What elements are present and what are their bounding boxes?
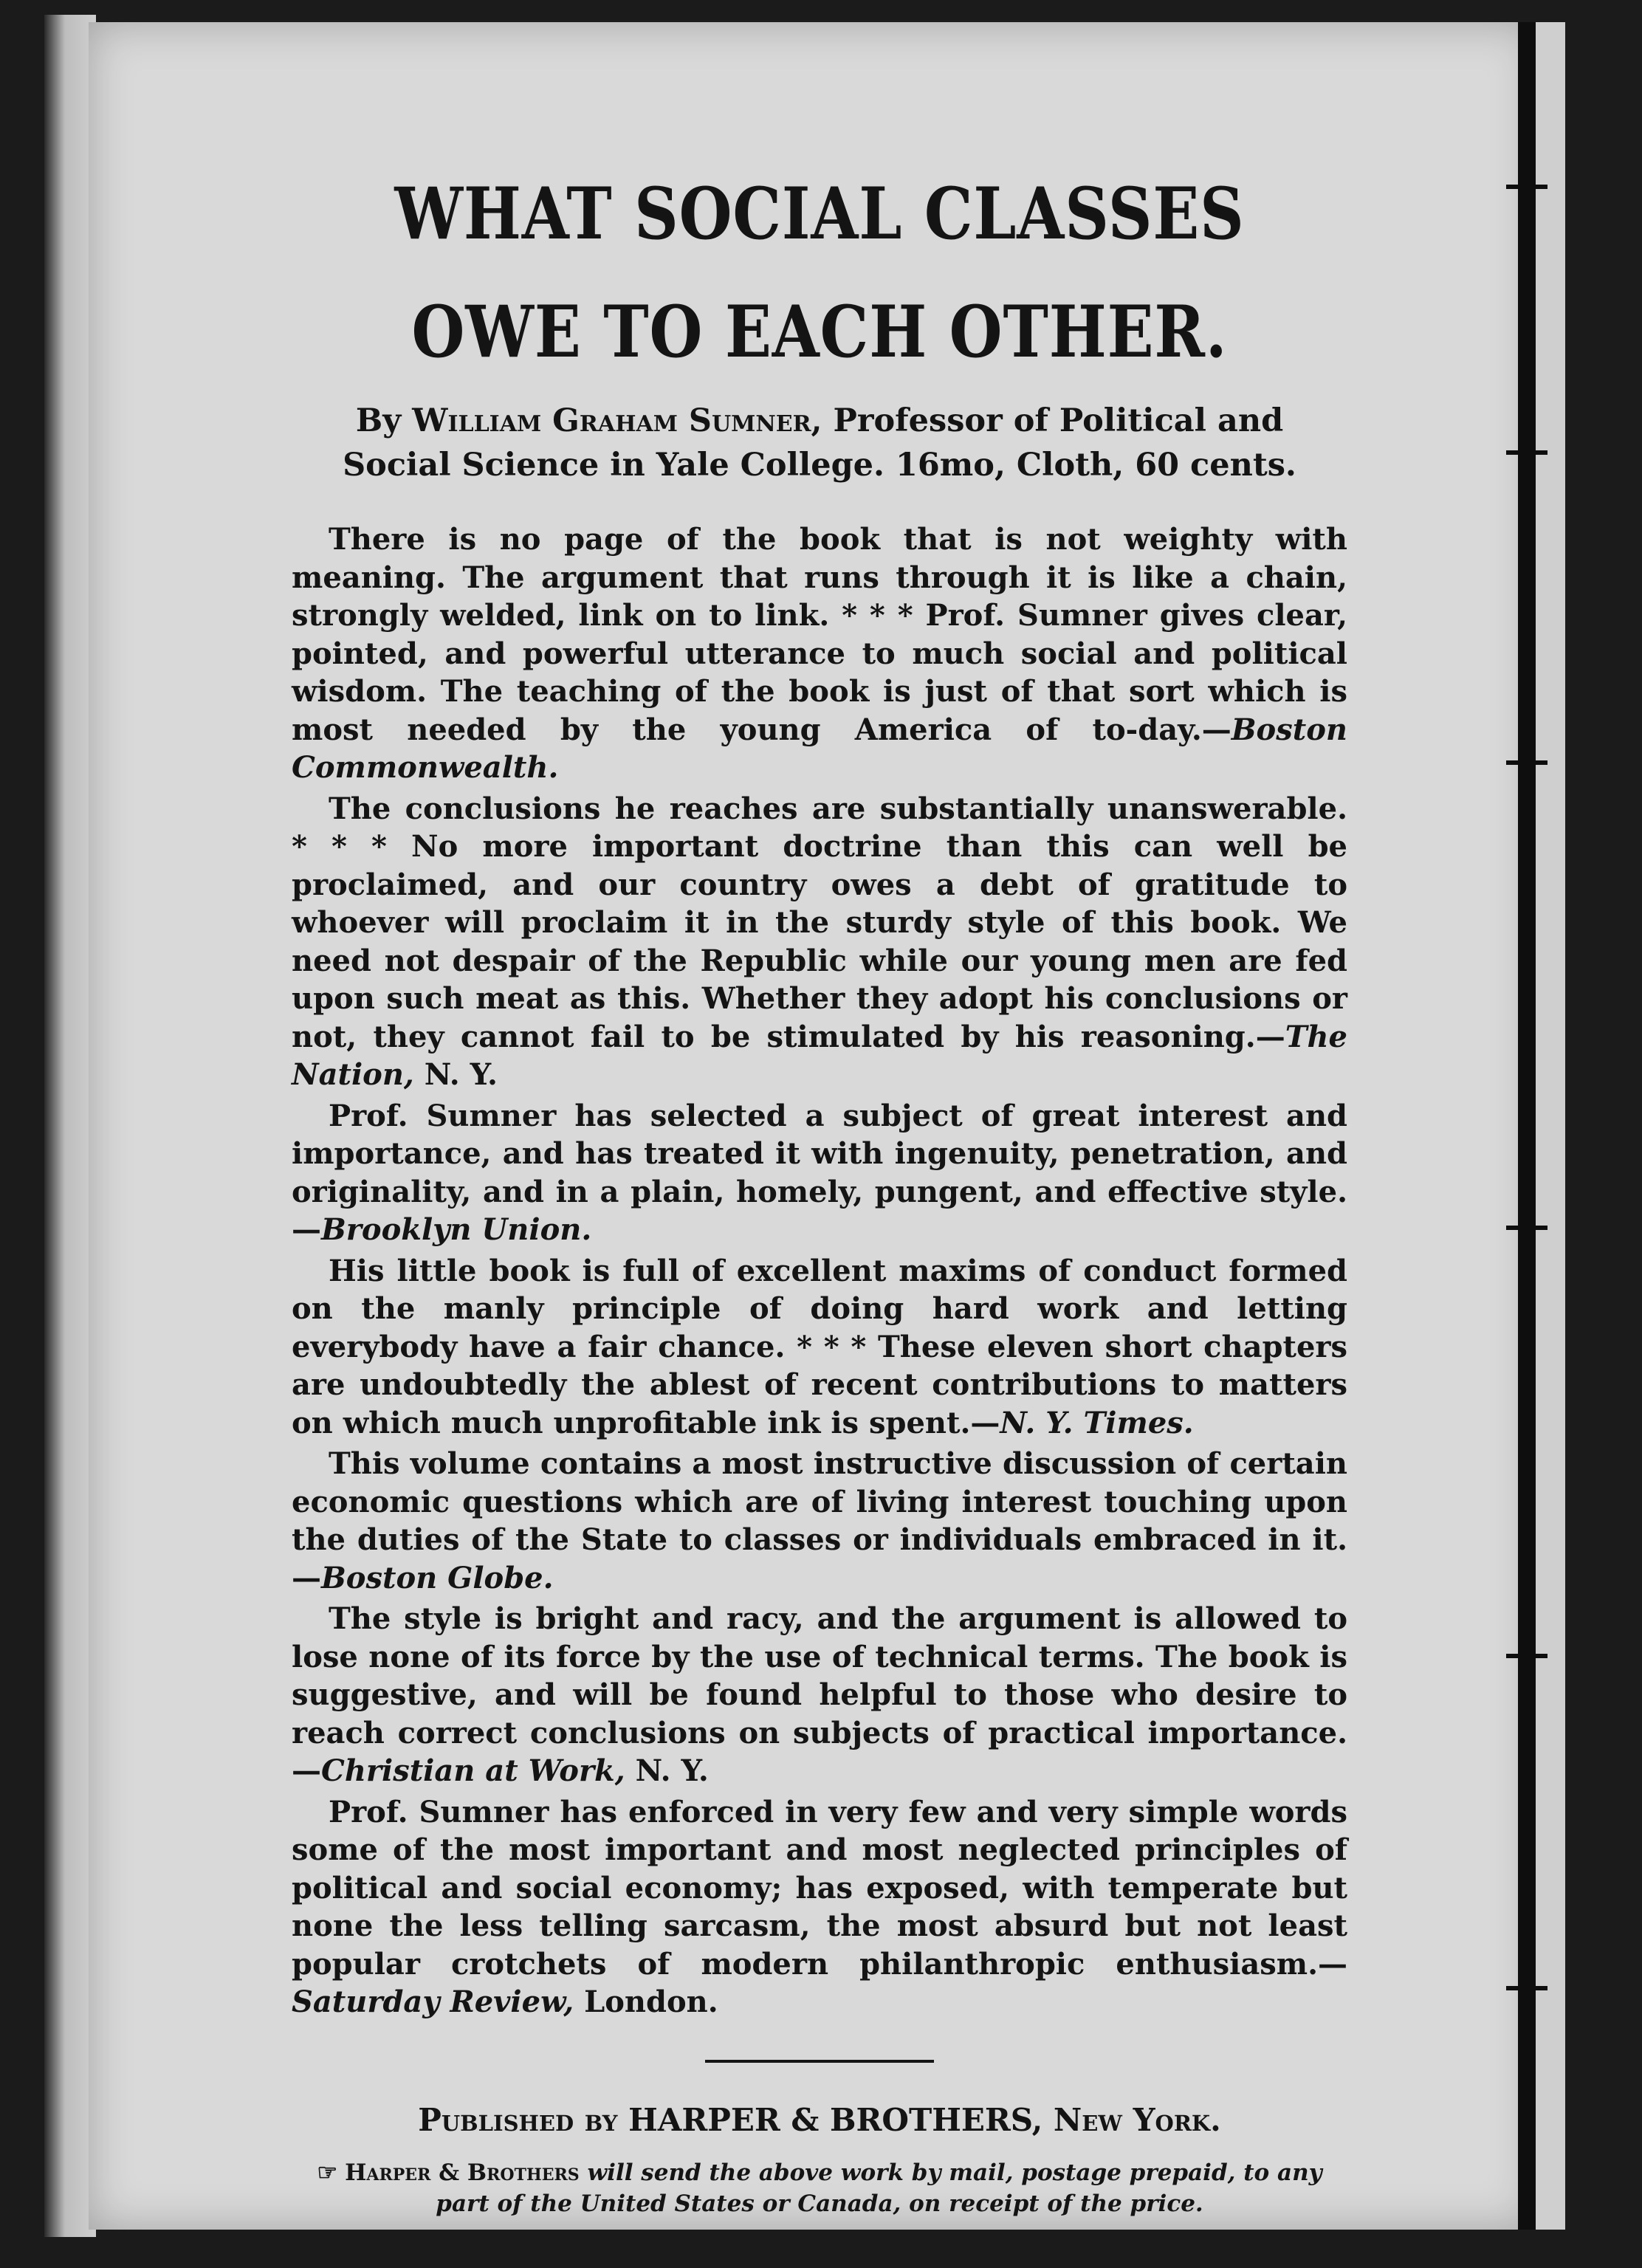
review-source: Saturday Review,	[292, 1984, 574, 2019]
book-spine	[1518, 22, 1536, 2230]
review-paragraph	[292, 1600, 1347, 1790]
mail-notice	[292, 2157, 1347, 2219]
review-text: There is no page of the book that is not weighty with meaning. The argument that runs through it is like a chain, strongly welded, link on to link. * * * Prof. Sumner gives clear, pointed, and powerful utterance to much social and political wisdom. The teaching of the book is just of that sort which is most needed by the young America of to-day.—	[292, 522, 1347, 747]
review-paragraph	[292, 1445, 1347, 1597]
review-source-place: N. Y.	[625, 1753, 709, 1788]
advertisement	[292, 155, 1347, 2219]
byline-details: , Professor of Political and Social Science in Yale College. 16mo, Cloth, 60 cents.	[343, 402, 1296, 484]
byline	[292, 399, 1347, 487]
review-text: This volume contains a most instructive discussion of certain economic questions which are of living interest touching upon the duties of the State to classes or individuals embraced in it.—	[292, 1446, 1347, 1595]
review-paragraph	[292, 1793, 1347, 2021]
publisher-prefix: Published by	[418, 2101, 618, 2138]
review-text: The conclusions he reaches are substantially unanswerable. * * * No more important doctrine than this can well be proclaimed, and our country owes a debt of gratitude to whoever will proclaim it in the sturdy style of this book. We need not despair of the Republic while our young men are fed upon such meat as this. Whether they adopt his conclusions or not, they cannot fail to be stimulated by his reasoning.—	[292, 791, 1347, 1054]
review-paragraph	[292, 520, 1347, 787]
spine-binding-mark	[1506, 760, 1547, 765]
review-list	[292, 520, 1347, 2021]
review-text: His little book is full of excellent maxims of conduct formed on the manly principle of doing hard work and letting everybody have a fair chance. * * * These eleven short chapters are undoubtedly the ablest of recent contributions to matters on which much unprofitable ink is spent.—	[292, 1253, 1347, 1440]
review-paragraph	[292, 790, 1347, 1094]
review-paragraph	[292, 1097, 1347, 1249]
publisher-city: New York.	[1053, 2101, 1221, 2138]
spine-binding-mark	[1506, 450, 1547, 455]
review-source-place: N. Y.	[413, 1057, 498, 1092]
review-text: The style is bright and racy, and the argument is allowed to lose none of its force by the use of technical terms. The book is suggestive, and will be found helpful to those who desire to reach correct conclusions on subjects of practical importance.—	[292, 1601, 1347, 1788]
review-source-place: London.	[574, 1984, 718, 2019]
review-source: The Nation,	[292, 1019, 1347, 1092]
review-text: Prof. Sumner has selected a subject of great interest and importance, and has treated it with ingenuity, penetration, and originality, and in a plain, homely, pungent, and effective style.—	[292, 1098, 1347, 1247]
notice-firm: Harper & Brothers	[345, 2159, 580, 2186]
author-name: William Graham Sumner	[412, 402, 811, 439]
notice-text: will send the above work by mail, postage prepaid, to any part of the United States or Canada, on receipt of the price.	[436, 2159, 1322, 2217]
review-source: N. Y. Times.	[1000, 1405, 1194, 1440]
page-title: WHAT SOCIAL CLASSES OWE TO EACH OTHER.	[394, 172, 1245, 374]
next-page-edge	[1536, 22, 1565, 2230]
pointing-hand-icon: ☞	[317, 2159, 338, 2186]
review-source: Boston Commonwealth.	[292, 712, 1347, 785]
review-paragraph	[292, 1252, 1347, 1443]
spine-binding-mark	[1506, 185, 1547, 189]
review-source: Christian at Work,	[321, 1753, 625, 1788]
publisher-name: HARPER & BROTHERS,	[617, 2101, 1054, 2138]
spine-binding-mark	[1506, 1226, 1547, 1230]
spine-binding-mark	[1506, 1654, 1547, 1658]
review-source: Boston Globe.	[321, 1560, 554, 1595]
review-text: Prof. Sumner has enforced in very few and very simple words some of the most important and most neglected principles of political and social economy; has exposed, with temperate but none the less telling sarcasm, the most absurd but not least popular crotchets of modern philanthropic enthusiasm.—	[292, 1794, 1347, 1982]
byline-prefix: By	[355, 402, 402, 439]
review-source: Brooklyn Union.	[321, 1212, 592, 1247]
publisher-line	[292, 2098, 1347, 2142]
spine-binding-mark	[1506, 1986, 1547, 1990]
divider-rule	[705, 2060, 934, 2063]
